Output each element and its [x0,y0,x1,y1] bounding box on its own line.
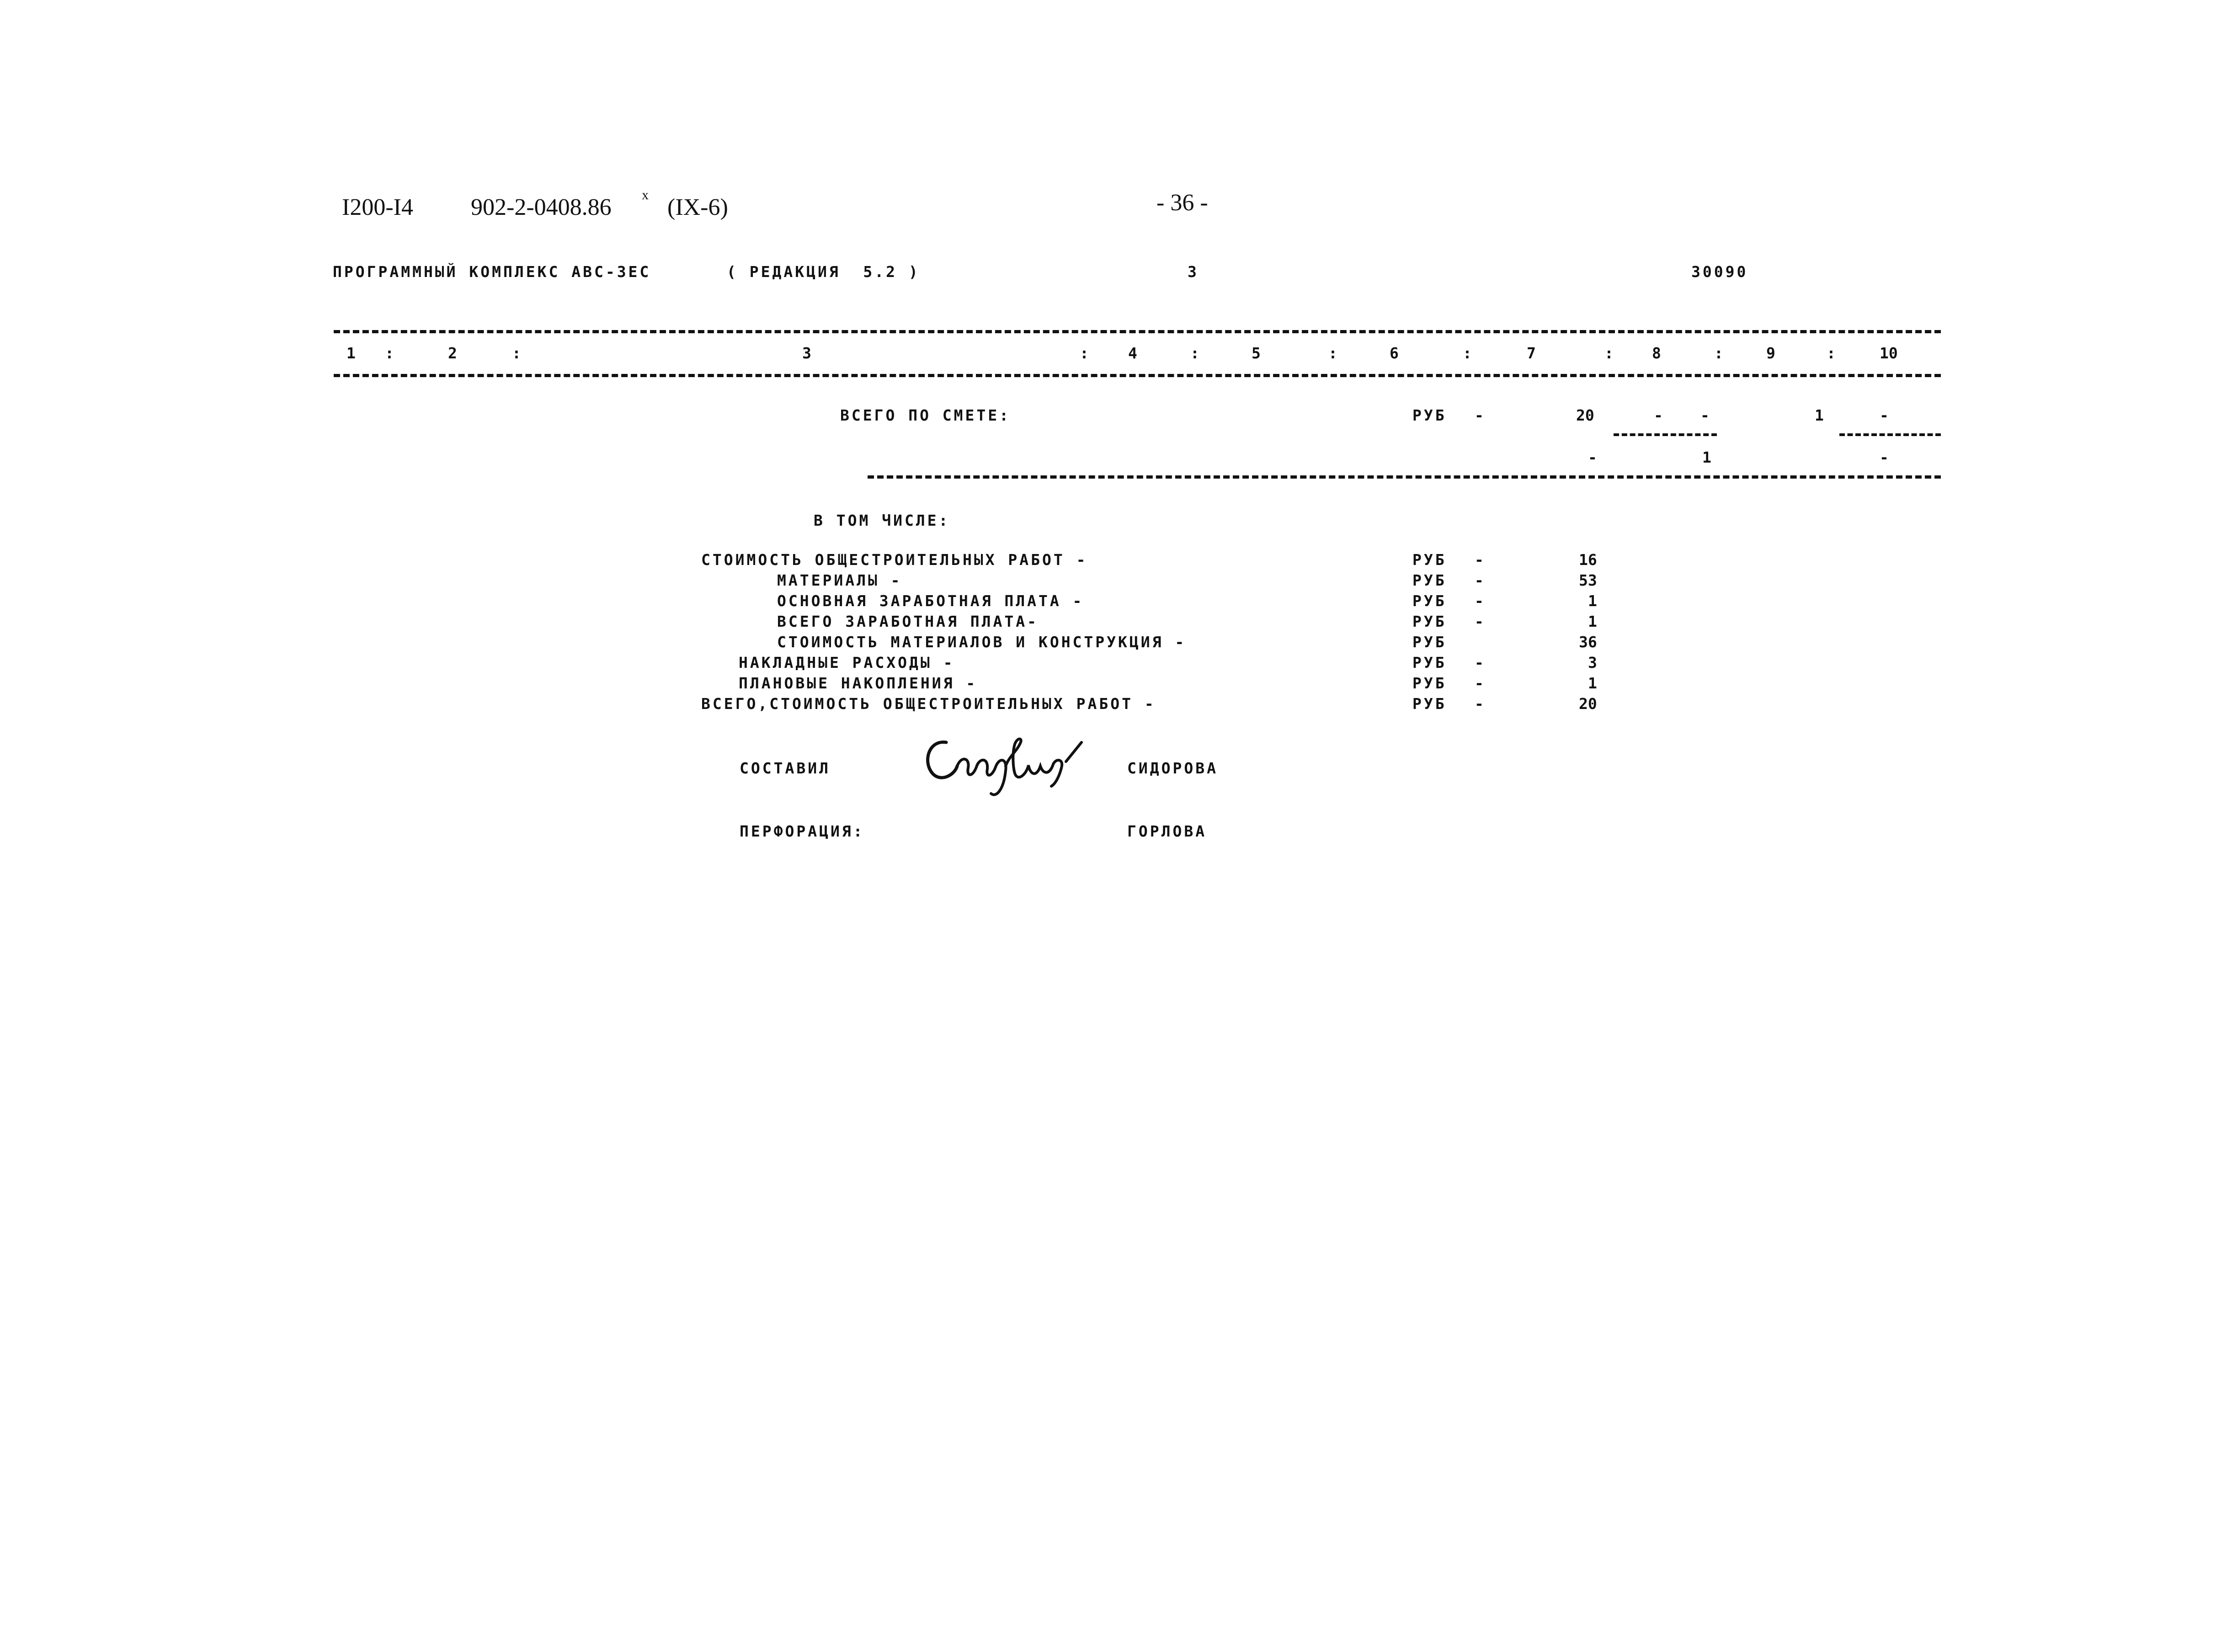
column-header: 5 [1252,344,1261,362]
total-row2-col10: - [1880,448,1889,466]
breakdown-unit: РУБ [1412,654,1447,671]
breakdown-dash: - [1475,613,1484,630]
breakdown-dash: - [1475,654,1484,671]
column-separator: : [385,344,394,362]
total-col9: 1 [1815,406,1824,424]
breakdown-value: 1 [1588,592,1597,610]
breakdown-value: 1 [1588,613,1597,630]
column-header: 10 [1880,344,1898,362]
breakdown-label: СТОИМОСТЬ МАТЕРИАЛОВ И КОНСТРУКЦИЯ - [777,633,1187,651]
breakdown-value: 53 [1579,571,1597,589]
header-bottom-rule [334,374,1941,377]
breakdown-value: 3 [1588,654,1597,671]
breakdown-label: НАКЛАДНЫЕ РАСХОДЫ - [739,654,955,671]
total-col8a: - [1654,406,1663,424]
column-separator: : [1827,344,1836,362]
breakdown-label: СТОИМОСТЬ ОБЩЕСТРОИТЕЛЬНЫХ РАБОТ - [701,551,1088,569]
total-col7: 20 [1576,406,1594,424]
column-separator: : [1190,344,1199,362]
handwritten-signature [919,730,1092,803]
total-row2-col7: - [1588,448,1597,466]
breakdown-unit: РУБ [1412,613,1447,630]
column-header: 1 [346,344,356,362]
column-separator: : [1604,344,1614,362]
column-header: 4 [1128,344,1137,362]
perforation-name: ГОРЛОВА [1127,822,1207,840]
breakdown-value: 36 [1579,633,1597,651]
breakdown-label: ПЛАНОВЫЕ НАКОПЛЕНИЯ - [739,674,978,692]
column-header: 3 [802,344,811,362]
column-separator: : [1080,344,1089,362]
breakdown-dash: - [1475,551,1484,569]
document-mark: x [642,187,649,203]
header-top-rule [334,330,1941,333]
column-separator: : [1463,344,1472,362]
total-dash: - [1475,406,1484,424]
total-col10: - [1880,406,1889,424]
column-header: 7 [1527,344,1536,362]
total-rule [868,475,1941,479]
column-header: 6 [1390,344,1399,362]
col8-subrule [1614,433,1717,436]
breakdown-dash: - [1475,674,1484,692]
column-header: 9 [1766,344,1775,362]
breakdown-unit: РУБ [1412,695,1447,713]
column-separator: : [1714,344,1723,362]
program-section: 3 [1188,263,1199,281]
breakdown-value: 20 [1579,695,1597,713]
total-col8b: - [1700,406,1710,424]
total-unit: РУБ [1412,406,1447,424]
breakdown-dash: - [1475,571,1484,589]
breakdown-value: 16 [1579,551,1597,569]
total-label: ВСЕГО ПО СМЕТЕ: [840,406,1011,424]
breakdown-dash: - [1475,592,1484,610]
column-separator: : [512,344,521,362]
sheet-code: I200-I4 [342,194,413,220]
breakdown-label: ОСНОВНАЯ ЗАРАБОТНАЯ ПЛАТА - [777,592,1084,610]
program-name: ПРОГРАММНЫЙ КОМПЛЕКС АВС-3ЕС [333,263,651,281]
column-separator: : [1328,344,1337,362]
breakdown-dash: - [1475,695,1484,713]
breakdown-label: ВСЕГО,СТОИМОСТЬ ОБЩЕСТРОИТЕЛЬНЫХ РАБОТ - [701,695,1156,713]
breakdown-unit: РУБ [1412,674,1447,692]
including-label: В ТОМ ЧИСЛЕ: [814,512,950,529]
breakdown-unit: РУБ [1412,551,1447,569]
column-header: 2 [448,344,457,362]
breakdown-label: МАТЕРИАЛЫ - [777,571,902,589]
breakdown-value: 1 [1588,674,1597,692]
program-code: 30090 [1691,263,1748,281]
page-number: - 36 - [1156,190,1208,216]
breakdown-unit: РУБ [1412,571,1447,589]
column-header: 8 [1652,344,1661,362]
compiled-name: СИДОРОВА [1127,759,1218,777]
breakdown-label: ВСЕГО ЗАРАБОТНАЯ ПЛАТА- [777,613,1039,630]
document-number: 902-2-0408.86 [471,194,612,220]
perforation-label: ПЕРФОРАЦИЯ: [740,822,865,840]
total-row2-col8: 1 [1702,448,1711,466]
col10-subrule [1839,433,1941,436]
breakdown-unit: РУБ [1412,592,1447,610]
compiled-label: СОСТАВИЛ [740,759,831,777]
breakdown-unit: РУБ [1412,633,1447,651]
program-edition: ( РЕДАКЦИЯ 5.2 ) [727,263,920,281]
document-series: (IX-6) [667,194,728,220]
